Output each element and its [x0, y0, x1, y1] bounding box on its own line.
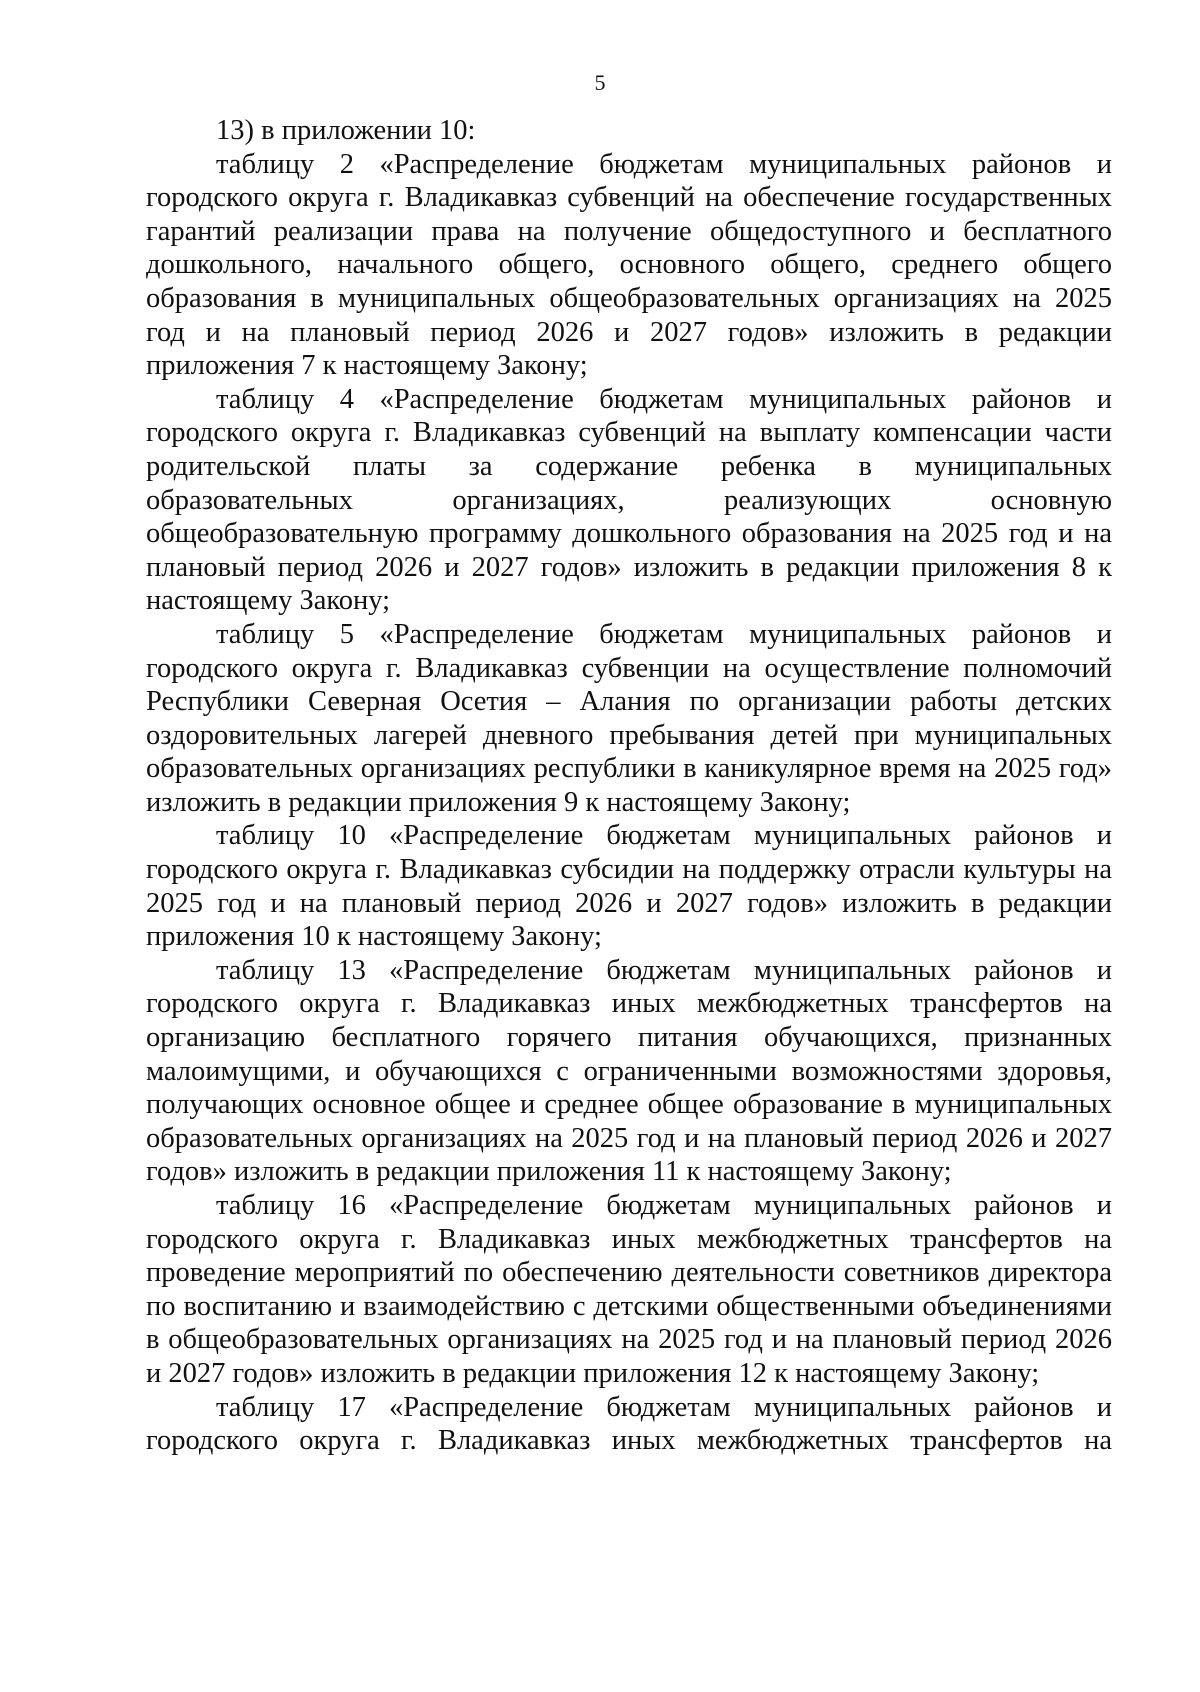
- page-number: 5: [594, 70, 606, 95]
- paragraph-table-4: таблицу 4 «Распределение бюджетам муниципальных районов и городского округа г. Владикавказ субвенций на выплату компенсации части родительской платы за содержание ребенка в муниципальных образовательных организациях, реализующих основную общеобразовательную программу дошкольного образования на 2025 год и на плановый период 2026 и 2027 годов» изложить в редакции приложения 8 к настоящему Закону;: [146, 383, 1112, 617]
- paragraph-table-2: таблицу 2 «Распределение бюджетам муниципальных районов и городского округа г. Владикавказ субвенций на обеспечение государственных гарантий реализации права на получение общедоступного и бесплатного дошкольного, начального общего, основного общего, среднего общего образования в муниципальных общеобразовательных организациях на 2025 год и на плановый период 2026 и 2027 годов» изложить в редакции приложения 7 к настоящему Закону;: [146, 148, 1112, 382]
- paragraph-table-17: таблицу 17 «Распределение бюджетам муниципальных районов и городского округа г. Владикавказ иных межбюджетных трансфертов на: [146, 1391, 1112, 1457]
- paragraph-table-5: таблицу 5 «Распределение бюджетам муниципальных районов и городского округа г. Владикавказ субвенции на осуществление полномочий Республики Северная Осетия – Алания по организации работы детских оздоровительных лагерей дневного пребывания детей при муниципальных образовательных организациях республики в каникулярное время на 2025 год» изложить в редакции приложения 9 к настоящему Закону;: [146, 618, 1112, 818]
- paragraph-table-10: таблицу 10 «Распределение бюджетам муниципальных районов и городского округа г. Владикавказ субсидии на поддержку отрасли культуры на 2025 год и на плановый период 2026 и 2027 годов» изложить в редакции приложения 10 к настоящему Закону;: [146, 820, 1112, 953]
- document-body: [146, 114, 1112, 1458]
- paragraph-table-13: таблицу 13 «Распределение бюджетам муниципальных районов и городского округа г. Владикавказ иных межбюджетных трансфертов на организацию бесплатного горячего питания обучающихся, признанных малоимущими, и обучающихся с ограниченными возможностями здоровья, получающих основное общее и среднее общее образование в муниципальных образовательных организациях на 2025 год и на плановый период 2026 и 2027 годов» изложить в редакции приложения 11 к настоящему Закону;: [146, 954, 1112, 1188]
- paragraph-table-16: таблицу 16 «Распределение бюджетам муниципальных районов и городского округа г. Владикавказ иных межбюджетных трансфертов на проведение мероприятий по обеспечению деятельности советников директора по воспитанию и взаимодействию с детскими общественными объединениями в общеобразовательных организациях на 2025 год и на плановый период 2026 и 2027 годов» изложить в редакции приложения 12 к настоящему Закону;: [146, 1190, 1112, 1389]
- section-heading: 13) в приложении 10:: [216, 115, 476, 146]
